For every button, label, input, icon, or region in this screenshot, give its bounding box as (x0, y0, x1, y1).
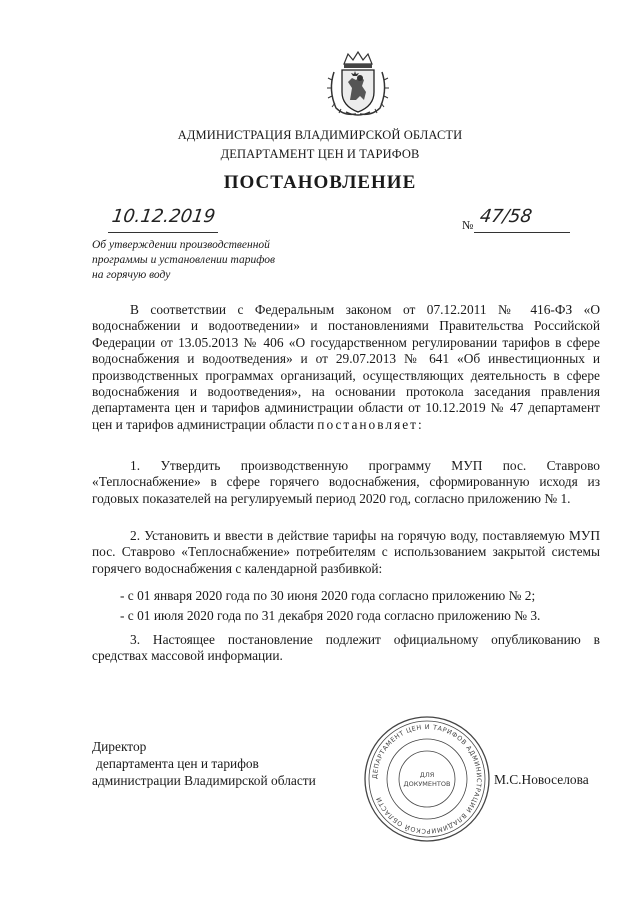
number-label: № (462, 218, 474, 232)
subject-line: Об утверждении производственной (92, 239, 270, 251)
official-seal-stamp (362, 714, 492, 844)
document-title: ПОСТАНОВЛЕНИЕ (223, 172, 417, 193)
subject-line: на горячую воду (92, 269, 171, 281)
signatory-title-line: администрации Владимирской области (92, 773, 316, 788)
date-field (108, 206, 218, 233)
preamble-paragraph (92, 302, 600, 433)
signatory-name: М.С.Новоселова (494, 772, 589, 787)
resolves-word: постановляет: (317, 416, 424, 432)
item-1-paragraph: 1. Утвердить производственную программу МУП пос. Ставрово «Теплоснабжение» в сфере горячего водоснабжения, сформированную исходя из годовых показателей на регулируемый период 2020 год, согласно приложению № 1. (92, 458, 600, 506)
item-2-period-a: - с 01 января 2020 года по 30 июня 2020 года согласно приложению № 2; (120, 588, 536, 603)
handwritten-number: 47/58 (478, 206, 534, 227)
coat-of-arms-icon (326, 50, 390, 118)
signatory-title (92, 738, 316, 789)
signatory-title-line: Директор (92, 739, 147, 754)
seal-center-text: ДОКУМЕНТОВ (403, 780, 451, 788)
item-3-paragraph: 3. Настоящее постановление подлежит официальному опубликованию в средствах массовой информации. (92, 632, 600, 664)
document-subject (92, 238, 302, 283)
seal-center-text: ДЛЯ (419, 771, 435, 779)
department-name: ДЕПАРТАМЕНТ ЦЕН И ТАРИФОВ (220, 147, 420, 161)
item-2-paragraph: 2. Установить и ввести в действие тарифы на горячую воду, поставляемую МУП пос. Ставрово «Теплоснабжение» потребителям с использованием закрытой системы горячего водоснабжения с календарной разбивкой: (92, 528, 600, 576)
handwritten-date: 10.12.2019 (110, 206, 217, 227)
subject-line: программы и установлении тарифов (92, 254, 275, 266)
number-field (474, 206, 570, 233)
preamble-text: В соответствии с Федеральным законом от 07.12.2011 № 416-ФЗ «О водоснабжении и водоотведении» и постановлениями Правительства Российской Федерации от 13.05.2013 № 406 «О государственном регулировании тарифов в сфере водоснабжения и водоотведения» и от 29.07.2013 № 641 «Об инвестиционных и производственных программах организаций, осуществляющих деятельность в сфере водоснабжения и водоотведения», на основании протокола заседания правления департамента цен и тарифов администрации области от 10.12.2019 № 47 департамент цен и тарифов администрации области (92, 302, 600, 432)
organization-name: АДМИНИСТРАЦИЯ ВЛАДИМИРСКОЙ ОБЛАСТИ (177, 128, 463, 142)
item-2-period-b: - с 01 июля 2020 года по 31 декабря 2020 года согласно приложению № 3. (120, 608, 541, 623)
seal-ring-text: ДЕПАРТАМЕНТ ЦЕН И ТАРИФОВ АДМИНИСТРАЦИИ ВЛАДИМИРСКОЙ ОБЛАСТИ (370, 722, 484, 836)
signatory-title-line: департамента цен и тарифов (96, 756, 259, 771)
svg-text:ДЕПАРТАМЕНТ ЦЕН И ТАРИФОВ АДМИ (371, 723, 483, 835)
